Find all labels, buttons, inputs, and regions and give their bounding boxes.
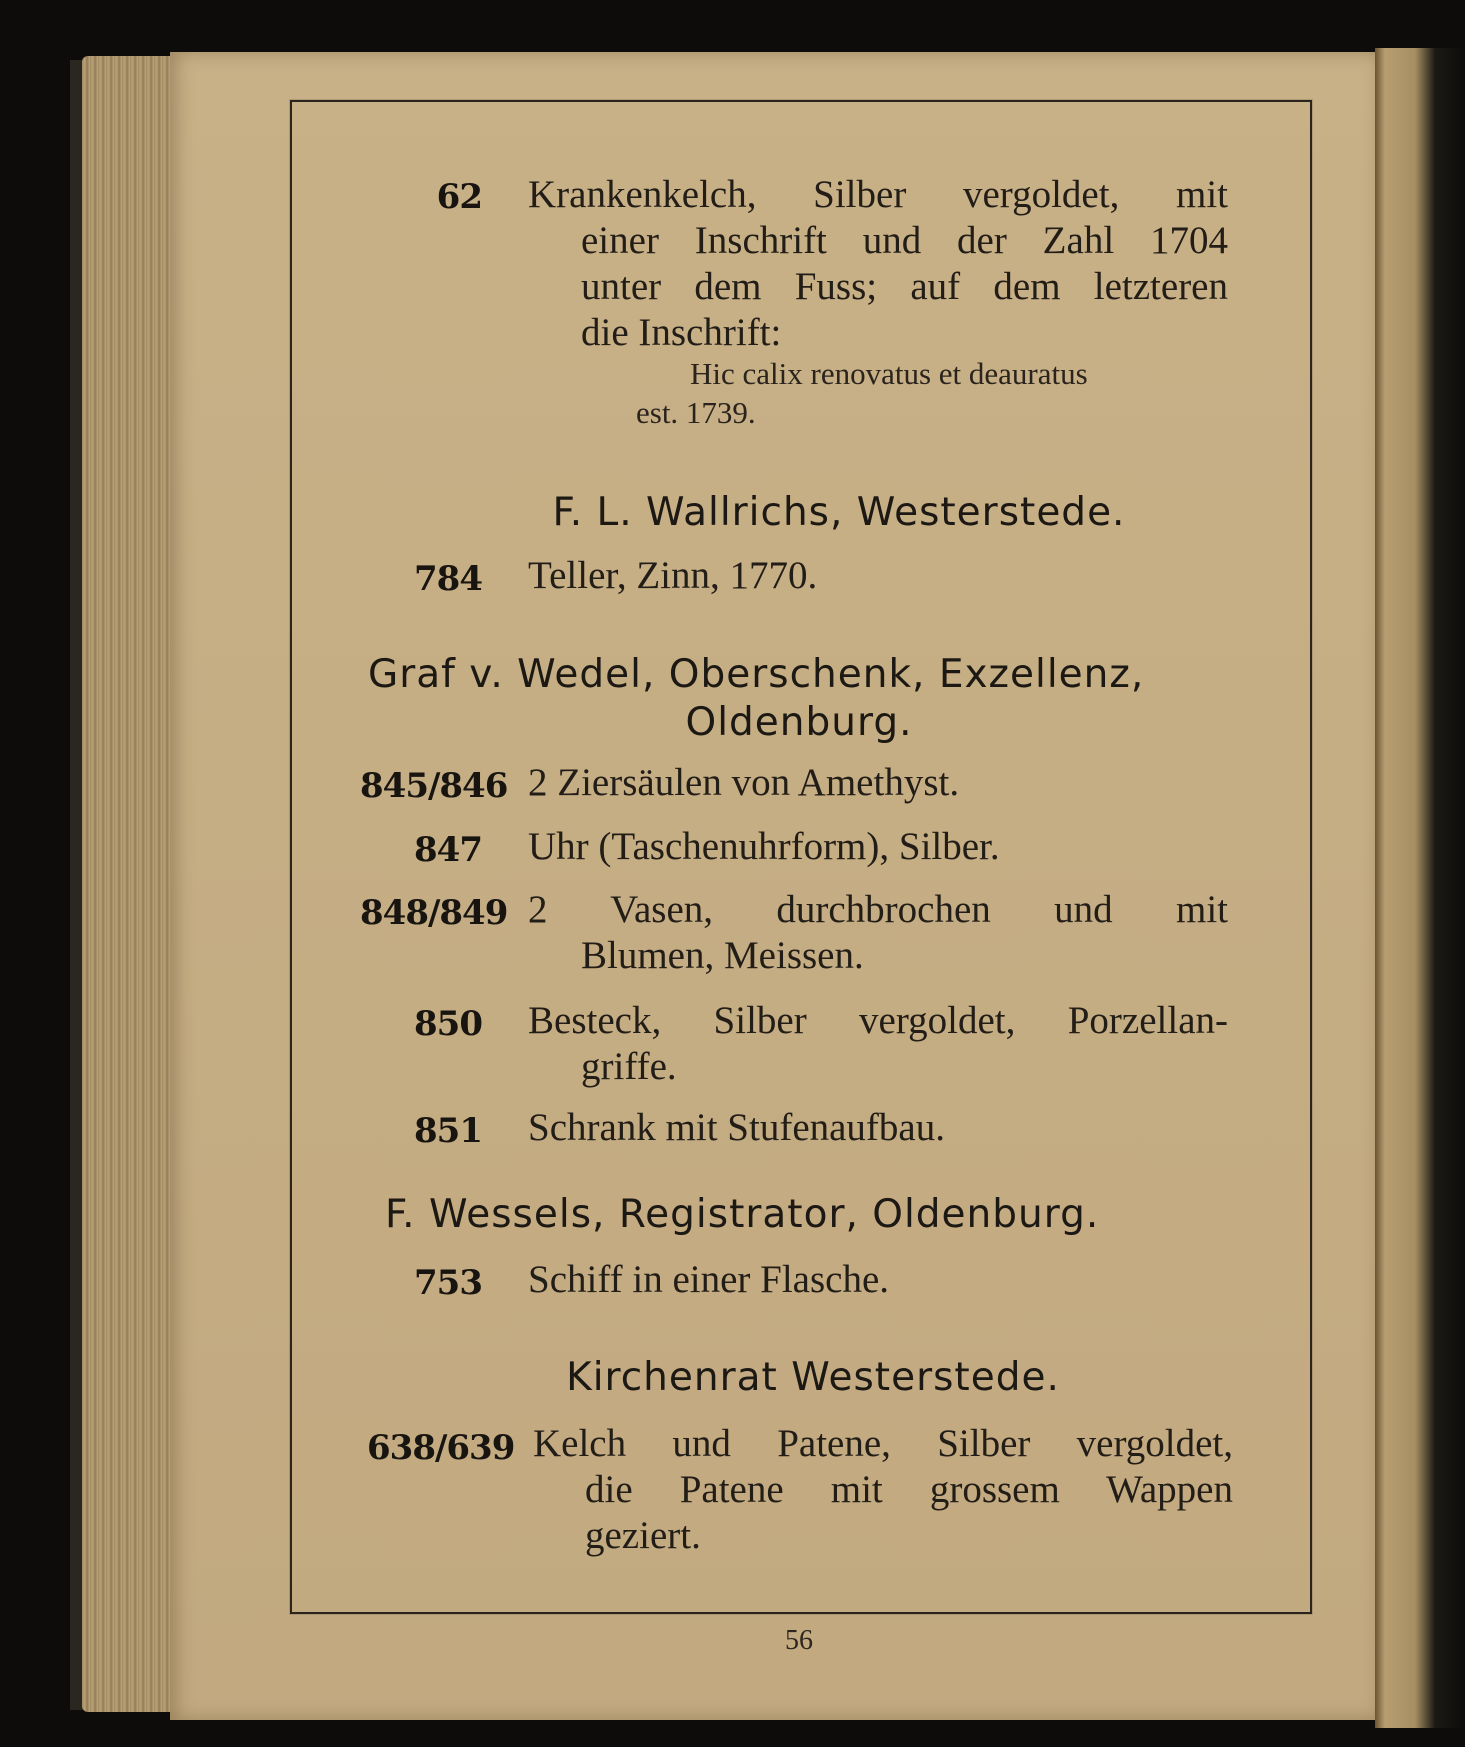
entry-text: 2 Ziersäulen von Amethyst. [528,761,960,804]
entry-text: Krankenkelch, Silber vergoldet, mit [528,173,1228,216]
quoted-inscription: est. 1739. [636,395,756,430]
entry-text: Uhr (Taschenuhrform), Silber. [528,825,1000,868]
entry-text: die Patene mit grossem Wappen [585,1468,1233,1511]
entry-text: Blumen, Meissen. [581,934,864,977]
entry-number: 845/846 [360,766,508,806]
entry-number: 847 [414,830,482,870]
owner-heading: Kirchenrat Westerstede. [566,1355,1060,1400]
page-number: 56 [785,1625,813,1656]
entry-text: Schiff in einer Flasche. [528,1258,890,1301]
entry-text: Schrank mit Stufenaufbau. [528,1106,945,1149]
entry-text: griffe. [581,1045,677,1088]
entry-number: 638/639 [367,1428,515,1468]
entry-text: unter dem Fuss; auf dem letzteren [581,265,1228,308]
entry-text: einer Inschrift und der Zahl 1704 [581,219,1228,262]
owner-heading: Graf v. Wedel, Oberschenk, Exzellenz, [368,652,1145,697]
owner-heading: F. L. Wallrichs, Westerstede. [552,490,1126,535]
entry-number: 850 [414,1004,482,1044]
entry-text: die Inschrift: [581,311,782,354]
quoted-inscription: Hic calix renovatus et deauratus [690,356,1088,391]
owner-heading: Oldenburg. [685,700,913,745]
entry-number: 848/849 [360,893,508,933]
entry-text: Kelch und Patene, Silber vergoldet, [533,1422,1233,1465]
entry-number: 753 [414,1263,482,1303]
entry-text: Besteck, Silber vergoldet, Porzellan- [528,999,1228,1042]
entry-number: 851 [414,1111,482,1151]
owner-heading: F. Wessels, Registrator, Oldenburg. [385,1192,1100,1237]
entry-number: 62 [436,177,482,217]
entry-text: 2 Vasen, durchbrochen und mit [528,888,1228,931]
entry-text: Teller, Zinn, 1770. [528,554,818,597]
entry-number: 784 [414,559,482,599]
entry-text: geziert. [585,1514,701,1557]
